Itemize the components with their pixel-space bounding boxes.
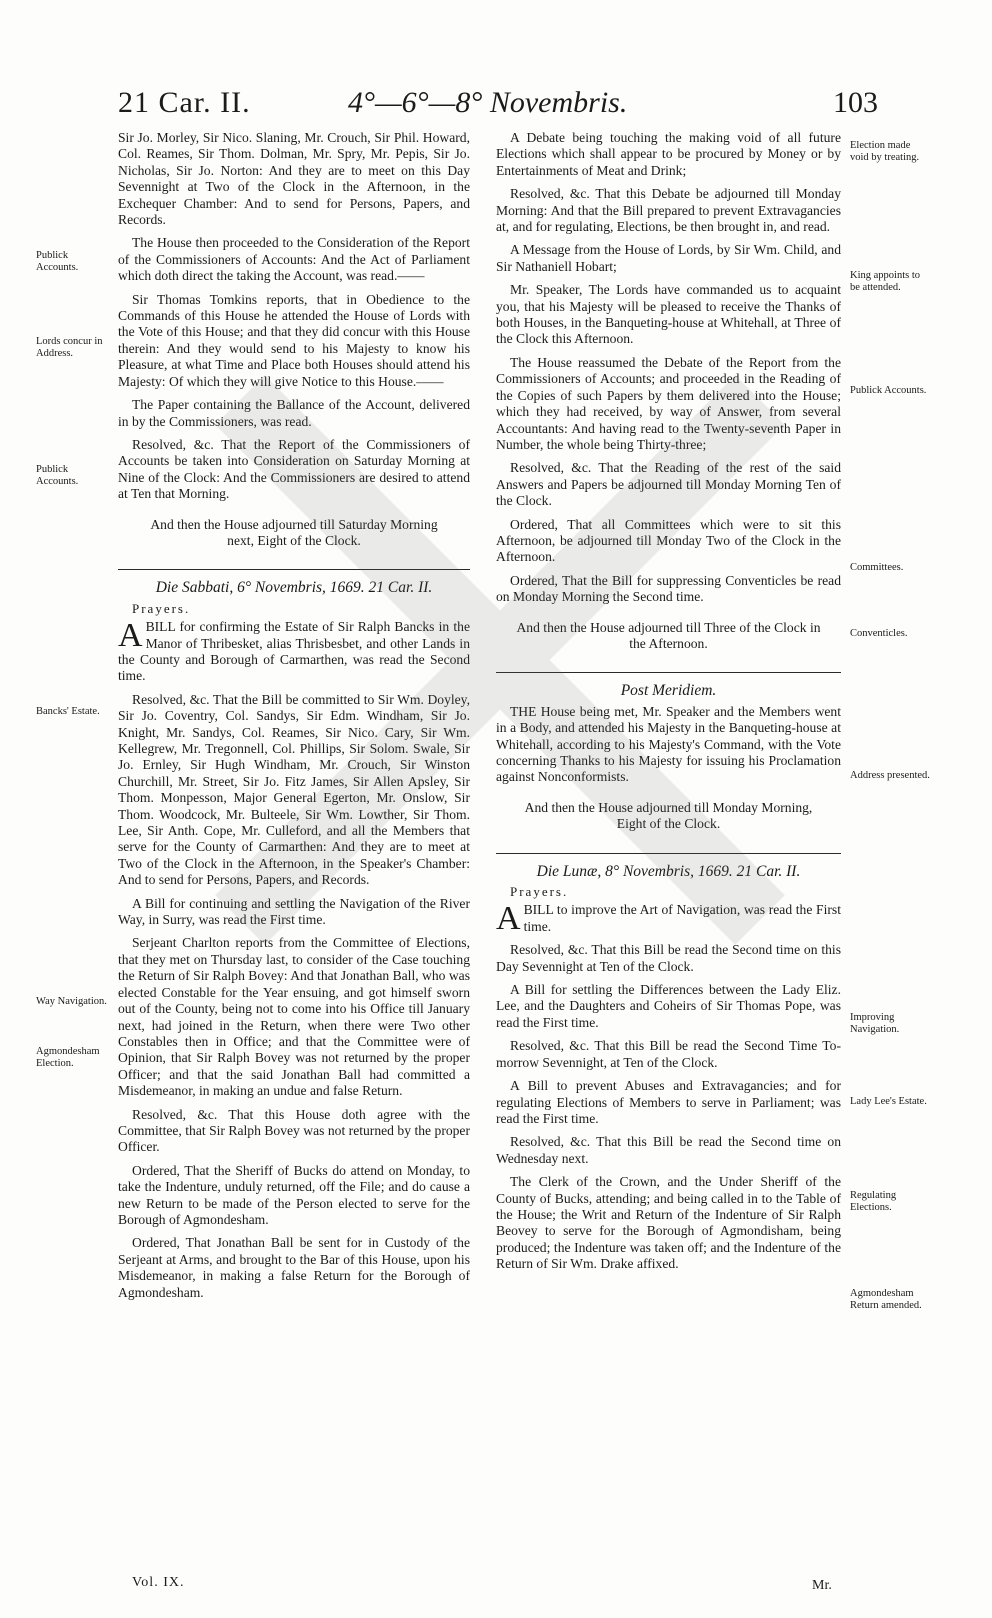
paragraph: Resolved, &c. That the Reading of the rest of the said Answers and Papers be adjourned till Monday Morning Ten of the Clock. — [496, 460, 841, 509]
margin-note: Conventicles. — [850, 628, 908, 639]
drop-cap: A — [496, 900, 521, 938]
section-rule — [496, 853, 841, 854]
margin-note: Bancks' Estate. — [36, 706, 100, 717]
paragraph: The House then proceeded to the Consideration of the Report of the Commissioners of Accounts: And the Act of Parliament which doth direct the taking the Account, was read.—— — [118, 235, 470, 284]
paragraph: Ordered, That all Committees which were to sit this Afternoon, be adjourned till Monday Two of the Clock in the Afternoon. — [496, 516, 841, 565]
adjournment: And then the House adjourned till Monday Morning, Eight of the Clock. — [524, 799, 813, 832]
header-dates: 4°—6°—8° Novembris. — [348, 86, 628, 119]
right-column — [496, 130, 841, 1280]
paragraph: A Message from the House of Lords, by Sir Wm. Child, and Sir Nathaniell Hobart; — [496, 242, 841, 274]
day-heading: Die Sabbati, 6° Novembris, 1669. 21 Car. II. — [155, 579, 433, 597]
margin-note: Election made void by treating. — [850, 140, 920, 163]
paragraph: Mr. Speaker, The Lords have commanded us to acquaint you, that his Majesty will be pleased to receive the Thanks of both Houses, in the Banqueting-house at Whitehall, at Three of the Clock this Afternoon. — [496, 282, 841, 347]
day-heading: Die Lunæ, 8° Novembris, 1669. 21 Car. II. — [536, 862, 801, 880]
running-header — [118, 86, 878, 126]
page-number: 103 — [833, 86, 878, 119]
margin-note: Agmondesham Return amended. — [850, 1288, 922, 1311]
paragraph: The Paper containing the Ballance of the Account, delivered in by the Commissioners, was read. — [118, 397, 470, 429]
paragraph: Resolved, &c. That this House doth agree with the Committee, that Sir Ralph Bovey was not returned by the proper Officer. — [118, 1106, 470, 1155]
left-column — [118, 130, 470, 1308]
paragraph-dropcap — [496, 900, 841, 938]
paragraph: A Bill for continuing and settling the Navigation of the River Way, in Surry, was read the First time. — [118, 895, 470, 928]
paragraph: A Bill for settling the Differences between the Lady Eliz. Lee, and the Daughters and Coheirs of Sir Thomas Pope, was read the First time. — [496, 982, 841, 1030]
drop-cap: A — [118, 617, 143, 655]
margin-note: Publick Accounts. — [36, 250, 79, 273]
paragraph: Resolved, &c. That the Bill be committed to Sir Wm. Doyley, Sir Jo. Coventry, Col. Sandys, Sir Edm. Windham, Sir Jo. Knight, Mr. Sandys, Col. Reames, Sir Nico. Cary, Sir Wm. Kellegrew, Mr. Tregonnell, Col. Phillips, Sir Solom. Swale, Sir Jo. Ernley, Sir Hugh Windham, Mr. Crouch, Sir Winston Churchill, Mr. Street, Sir Jo. Fitz James, Sir Allen Apsley, Sir Thom. Monpesson, Major General Egerton, Mr. Onslow, Sir Thom. Woodcock, Mr. Bulteele, Sir Wm. Lowther, Sir Thom. Lee, Sir Anth. Cope, Mr. Culleford, and all the Members that serve for the County of Carmarthen: And they are to meet at Two of the Clock in the Afternoon, in the Speaker's Chamber: And to send for Persons, Papers, and Records. — [118, 691, 470, 888]
margin-note: Committees. — [850, 562, 904, 573]
margin-note: Way Navigation. — [36, 996, 107, 1007]
paragraph: THE House being met, Mr. Speaker and the Members went in a Body, and attended his Majesty in the Banqueting-house at Whitehall, according to his Majesty's Command, with the Vote concerning Thanks to his Majesty for issuing his Proclamation against Nonconformists. — [496, 703, 841, 785]
paragraph: The Clerk of the Crown, and the Under Sheriff of the County of Bucks, attending; and being called in to the Table of the House; the Writ and Return of the Indenture of Sir Ralph Beovey to serve for the Borough of Agmondisham, being produced; the Indenture was taken off; and the Indenture of the Return of Sir Wm. Drake affixed. — [496, 1174, 841, 1272]
paragraph-text: BILL to improve the Art of Navigation, was read the First time. — [523, 902, 841, 934]
paragraph-text: BILL for confirming the Estate of Sir Ralph Bancks in the Manor of Thribesket, alias Thrisbesbet, and other Lands in the County and Borough of Carmarthen, was read the Second time. — [118, 619, 470, 684]
margin-note: King appoints to be attended. — [850, 270, 920, 293]
paragraph-dropcap — [118, 619, 470, 685]
paragraph: Resolved, &c. That the Report of the Commissioners of Accounts be taken into Consideration on Saturday Morning at Nine of the Clock: And the Commissioners are desired to attend at Ten that Morning. — [118, 436, 470, 502]
margin-note: Agmondesham Election. — [36, 1046, 100, 1069]
paragraph: Ordered, That the Sheriff of Bucks do attend on Monday, to take the Indenture, unduly returned, off the File; and do cause a new Return to be made of the Person elected to serve for the Borough of Agmondesham. — [118, 1162, 470, 1227]
adjournment: And then the House adjourned till Three of the Clock in the Afternoon. — [516, 619, 821, 651]
paragraph: Sir Jo. Morley, Sir Nico. Slaning, Mr. Crouch, Sir Phil. Howard, Col. Reames, Sir Thom. Dolman, Mr. Spry, Mr. Pepis, Sir Jo. Nicholas, Sir Jo. Norton: And they are to meet on this Day Sevennight at Two of the Clock in the Afternoon, in the Exchequer Chamber: And to send for Persons, Papers, and Records. — [118, 130, 470, 228]
adjournment: And then the House adjourned till Saturday Morning next, Eight of the Clock. — [150, 516, 438, 548]
catchword: Mr. — [812, 1578, 832, 1593]
paragraph: Resolved, &c. That this Bill be read the Second time on this Day Sevennight at Ten of the Clock. — [496, 942, 841, 974]
paragraph: A Debate being touching the making void of all future Elections which shall appear to be procured by Money or by Entertainments of Meat and Drink; — [496, 130, 841, 178]
paragraph: The House reassumed the Debate of the Report from the Commissioners of Accounts; and proceeded in the Reading of the Copies of such Papers by them delivered into the House; which they had received, by way of Answer, from several Accountants: And having read to the Twenty-seventh Paper in Number, the whole being Thirty-three; — [496, 354, 841, 452]
paragraph: Resolved, &c. That this Bill be read the Second Time To-morrow Sevennight, at Ten of the Clock. — [496, 1038, 841, 1070]
post-meridiem-heading: Post Meridiem. — [620, 682, 717, 700]
paragraph: Resolved, &c. That this Bill be read the Second time on Wednesday next. — [496, 1134, 841, 1166]
section-rule — [496, 672, 841, 673]
section-rule — [118, 569, 470, 570]
margin-note: Regulating Elections. — [850, 1190, 897, 1213]
margin-note: Improving Navigation. — [850, 1012, 900, 1035]
paragraph: Ordered, That the Bill for suppressing Conventicles be read on Monday Morning the Second time. — [496, 572, 841, 605]
margin-note: Address presented. — [850, 770, 930, 781]
margin-note: Publick Accounts. — [850, 385, 927, 396]
paragraph: Serjeant Charlton reports from the Committee of Elections, that they met on Thursday last, to consider of the Case touching the Return of Sir Ralph Bovey: And that Jonathan Ball, who was elected Constable for the Year ensuing, and got himself sworn out of the County, being not to come into his Office till January next, had joined in the Return, when there were Two other Constables then in Office; and that the Committee were of Opinion, that Sir Ralph Bovey was not returned by the proper Officer; and that the said Jonathan Ball had committed a Misdemeanor, in making an undue and false Return. — [118, 935, 470, 1099]
paragraph: A Bill to prevent Abuses and Extravagancies; and for regulating Elections of Members to serve in Parliament; was read the First time. — [496, 1078, 841, 1126]
prayers-label: Prayers. — [510, 884, 569, 900]
paragraph: Sir Thomas Tomkins reports, that in Obedience to the Commands of this House he attended the House of Lords with the Vote of this House; and that they did concur with this House therein: And they would send to his Majesty to know his Pleasure, at what Time and Place both Houses should attend his Majesty: Of which they will give Notice to this House.—— — [118, 291, 470, 389]
margin-note: Lords concur in Address. — [36, 336, 103, 359]
regnal-year: 21 Car. II. — [118, 86, 251, 119]
prayers-label: Prayers. — [132, 600, 191, 616]
paragraph: Ordered, That Jonathan Ball be sent for in Custody of the Serjeant at Arms, and brought to the Bar of this House, upon his Misdemeanor, in making a false Return for the Borough of Agmondesham. — [118, 1235, 470, 1300]
volume-signature: Vol. IX. — [132, 1575, 185, 1590]
margin-note: Publick Accounts. — [36, 464, 79, 487]
paragraph: Resolved, &c. That this Debate be adjourned till Monday Morning: And that the Bill prepared to prevent Extravagancies at, and for regulating, Elections, be then brought in, and read. — [496, 186, 841, 235]
margin-note: Lady Lee's Estate. — [850, 1096, 927, 1107]
